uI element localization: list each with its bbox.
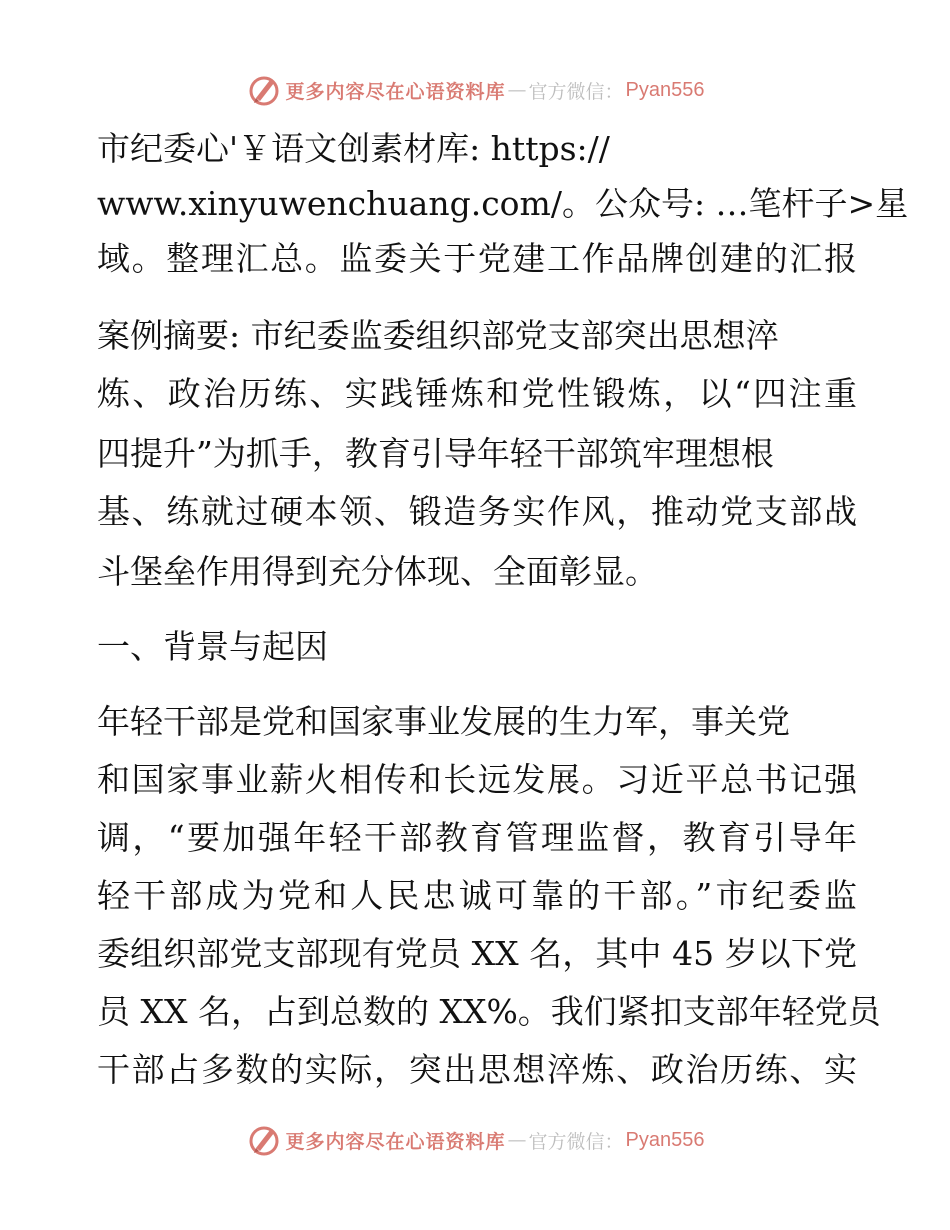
watermark-header [0, 70, 950, 110]
pen-logo-icon [246, 1122, 282, 1158]
pen-logo-icon [246, 72, 282, 108]
watermark-text: 更多内容尽在心语资料库 [285, 1130, 506, 1153]
watermark-separator: — [507, 1129, 527, 1151]
watermark-official-label: 官方微信： [528, 80, 624, 103]
watermark-wechat-id: Pyan556 [625, 78, 705, 101]
body-line-2: 和国家事业薪火相传和长远发展。习近平总书记强 [97, 760, 857, 799]
body-line-5: 委组织部党支部现有党员 XX 名，其中 45 岁以下党 [97, 934, 857, 973]
abstract-line-4: 基、练就过硬本领、锻造务实作风，推动党支部战 [97, 492, 857, 531]
abstract-line-2: 炼、政治历练、实践锤炼和党性锻炼，以“四注重 [97, 374, 857, 413]
body-line-4: 轻干部成为党和人民忠诚可靠的干部。”市纪委监 [97, 876, 857, 915]
watermark-text: 更多内容尽在心语资料库 [285, 80, 506, 103]
watermark-official-label: 官方微信： [528, 1130, 624, 1153]
section-heading: 一、背景与起因 [97, 627, 328, 666]
abstract-line-5: 斗堡垒作用得到充分体现、全面彰显。 [97, 552, 658, 591]
watermark-footer [0, 1120, 950, 1160]
body-line-3: 调，“要加强年轻干部教育管理监督，教育引导年 [97, 818, 857, 857]
intro-line-1: 市纪委心'￥语文创素材库: https:// [97, 129, 610, 168]
abstract-line-1: 案例摘要: 市纪委监委组织部党支部突出思想淬 [97, 316, 779, 355]
body-line-6: 员 XX 名，占到总数的 XX%。我们紧扣支部年轻党员 [97, 992, 881, 1031]
watermark-separator: — [507, 79, 527, 101]
intro-line-2: www.xinyuwenchuang.com/。公众号: …笔杆子>星 [97, 184, 909, 223]
body-line-1: 年轻干部是党和国家事业发展的生力军，事关党 [97, 702, 790, 741]
intro-line-3: 域。整理汇总。监委关于党建工作品牌创建的汇报 [97, 239, 857, 278]
watermark-wechat-id: Pyan556 [625, 1128, 705, 1151]
abstract-line-3: 四提升”为抓手，教育引导年轻干部筑牢理想根 [97, 434, 774, 473]
body-line-7: 干部占多数的实际，突出思想淬炼、政治历练、实 [97, 1050, 857, 1089]
